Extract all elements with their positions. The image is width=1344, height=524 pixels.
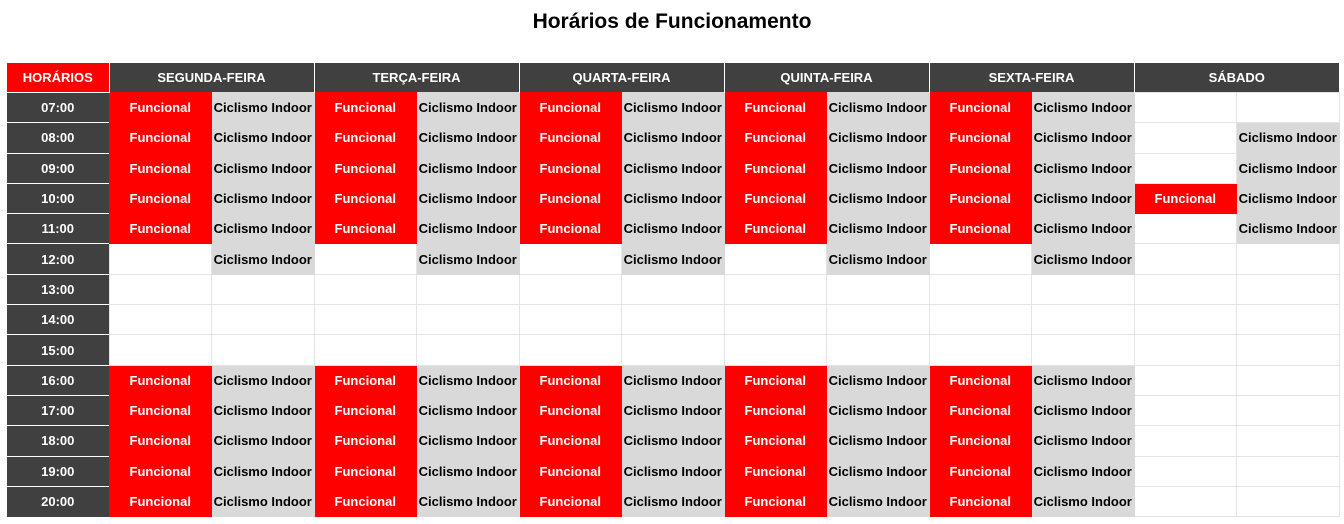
empty-cell [109,335,212,365]
class-cell-ciclismo: Ciclismo Indoor [1032,395,1135,425]
class-cell-funcional: Funcional [109,456,212,486]
class-cell-funcional: Funcional [109,486,212,516]
class-cell-funcional: Funcional [929,395,1032,425]
time-cell: 17:00 [7,395,109,425]
empty-cell [827,335,930,365]
table-row [7,274,1339,304]
class-cell-funcional: Funcional [519,456,622,486]
class-cell-ciclismo: Ciclismo Indoor [417,153,520,183]
header-day: TERÇA-FEIRA [314,63,519,93]
time-cell: 19:00 [7,456,109,486]
table-row [7,214,1339,244]
table-row [7,123,1339,153]
empty-cell [314,244,417,274]
class-cell-funcional: Funcional [314,214,417,244]
class-cell-ciclismo: Ciclismo Indoor [1032,93,1135,123]
empty-cell [417,305,520,335]
class-cell-funcional: Funcional [109,123,212,153]
empty-cell [1134,426,1237,456]
empty-cell [1134,214,1237,244]
class-cell-funcional: Funcional [519,123,622,153]
time-cell: 15:00 [7,335,109,365]
class-cell-ciclismo: Ciclismo Indoor [827,214,930,244]
class-cell-funcional: Funcional [724,395,827,425]
class-cell-funcional: Funcional [724,183,827,213]
class-cell-ciclismo: Ciclismo Indoor [212,123,315,153]
class-cell-funcional: Funcional [724,93,827,123]
class-cell-funcional: Funcional [519,486,622,516]
empty-cell [1237,244,1340,274]
empty-cell [1134,93,1237,123]
empty-cell [1237,426,1340,456]
class-cell-ciclismo: Ciclismo Indoor [417,426,520,456]
class-cell-ciclismo: Ciclismo Indoor [212,214,315,244]
class-cell-funcional: Funcional [724,214,827,244]
empty-cell [1134,456,1237,486]
empty-cell [1237,395,1340,425]
class-cell-funcional: Funcional [314,93,417,123]
class-cell-ciclismo: Ciclismo Indoor [622,426,725,456]
class-cell-funcional: Funcional [519,426,622,456]
empty-cell [519,244,622,274]
empty-cell [212,305,315,335]
time-cell: 18:00 [7,426,109,456]
empty-cell [314,335,417,365]
class-cell-ciclismo: Ciclismo Indoor [827,486,930,516]
class-cell-ciclismo: Ciclismo Indoor [212,244,315,274]
empty-cell [827,305,930,335]
class-cell-ciclismo: Ciclismo Indoor [417,456,520,486]
empty-cell [1134,244,1237,274]
table-row [7,93,1339,123]
class-cell-ciclismo: Ciclismo Indoor [212,93,315,123]
class-cell-funcional: Funcional [929,456,1032,486]
empty-cell [1134,274,1237,304]
class-cell-ciclismo: Ciclismo Indoor [212,426,315,456]
class-cell-ciclismo: Ciclismo Indoor [827,395,930,425]
class-cell-funcional: Funcional [724,456,827,486]
empty-cell [1237,274,1340,304]
class-cell-ciclismo: Ciclismo Indoor [417,183,520,213]
empty-cell [929,305,1032,335]
empty-cell [314,305,417,335]
table-row [7,244,1339,274]
empty-cell [109,305,212,335]
empty-cell [1134,335,1237,365]
class-cell-ciclismo: Ciclismo Indoor [827,244,930,274]
class-cell-ciclismo: Ciclismo Indoor [1237,183,1340,213]
class-cell-funcional: Funcional [109,365,212,395]
empty-cell [417,335,520,365]
class-cell-ciclismo: Ciclismo Indoor [212,183,315,213]
class-cell-ciclismo: Ciclismo Indoor [827,365,930,395]
table-row [7,365,1339,395]
class-cell-ciclismo: Ciclismo Indoor [1032,456,1135,486]
class-cell-funcional: Funcional [929,123,1032,153]
empty-cell [1134,365,1237,395]
class-cell-funcional: Funcional [314,183,417,213]
header-day: QUINTA-FEIRA [724,63,929,93]
class-cell-ciclismo: Ciclismo Indoor [417,93,520,123]
empty-cell [1032,335,1135,365]
time-cell: 08:00 [7,123,109,153]
empty-cell [1134,153,1237,183]
class-cell-funcional: Funcional [929,486,1032,516]
class-cell-ciclismo: Ciclismo Indoor [417,395,520,425]
class-cell-ciclismo: Ciclismo Indoor [622,214,725,244]
class-cell-ciclismo: Ciclismo Indoor [827,183,930,213]
empty-cell [1032,305,1135,335]
empty-cell [1134,395,1237,425]
empty-cell [1134,123,1237,153]
class-cell-funcional: Funcional [519,183,622,213]
class-cell-ciclismo: Ciclismo Indoor [417,365,520,395]
class-cell-ciclismo: Ciclismo Indoor [622,486,725,516]
empty-cell [519,274,622,304]
class-cell-funcional: Funcional [519,93,622,123]
empty-cell [724,305,827,335]
class-cell-ciclismo: Ciclismo Indoor [417,486,520,516]
class-cell-funcional: Funcional [519,214,622,244]
empty-cell [1134,305,1237,335]
class-cell-funcional: Funcional [724,426,827,456]
class-cell-ciclismo: Ciclismo Indoor [1032,183,1135,213]
class-cell-ciclismo: Ciclismo Indoor [1237,123,1340,153]
class-cell-funcional: Funcional [929,214,1032,244]
empty-cell [1032,274,1135,304]
class-cell-funcional: Funcional [519,153,622,183]
class-cell-funcional: Funcional [314,456,417,486]
class-cell-funcional: Funcional [109,93,212,123]
empty-cell [724,274,827,304]
class-cell-ciclismo: Ciclismo Indoor [622,395,725,425]
time-cell: 16:00 [7,365,109,395]
class-cell-funcional: Funcional [109,395,212,425]
class-cell-ciclismo: Ciclismo Indoor [827,426,930,456]
class-cell-ciclismo: Ciclismo Indoor [827,123,930,153]
class-cell-ciclismo: Ciclismo Indoor [1237,214,1340,244]
empty-cell [519,305,622,335]
schedule-table [7,63,1340,517]
class-cell-funcional: Funcional [314,123,417,153]
header-day: SEGUNDA-FEIRA [109,63,314,93]
empty-cell [724,335,827,365]
empty-cell [1237,305,1340,335]
empty-cell [622,305,725,335]
empty-cell [314,274,417,304]
class-cell-funcional: Funcional [314,395,417,425]
class-cell-ciclismo: Ciclismo Indoor [212,395,315,425]
class-cell-ciclismo: Ciclismo Indoor [622,456,725,486]
table-row [7,183,1339,213]
empty-cell [622,335,725,365]
class-cell-funcional: Funcional [929,426,1032,456]
table-row [7,153,1339,183]
class-cell-funcional: Funcional [314,153,417,183]
schedule-header [7,63,1339,93]
class-cell-ciclismo: Ciclismo Indoor [1032,426,1135,456]
class-cell-funcional: Funcional [314,426,417,456]
time-cell: 20:00 [7,486,109,516]
class-cell-funcional: Funcional [929,153,1032,183]
time-cell: 07:00 [7,93,109,123]
empty-cell [212,274,315,304]
class-cell-ciclismo: Ciclismo Indoor [1032,123,1135,153]
table-row [7,335,1339,365]
class-cell-funcional: Funcional [724,486,827,516]
class-cell-funcional: Funcional [724,153,827,183]
empty-cell [827,274,930,304]
class-cell-ciclismo: Ciclismo Indoor [827,153,930,183]
class-cell-ciclismo: Ciclismo Indoor [622,123,725,153]
empty-cell [417,274,520,304]
class-cell-ciclismo: Ciclismo Indoor [1237,153,1340,183]
class-cell-funcional: Funcional [929,365,1032,395]
class-cell-funcional: Funcional [314,486,417,516]
empty-cell [929,244,1032,274]
class-cell-funcional: Funcional [929,93,1032,123]
class-cell-ciclismo: Ciclismo Indoor [827,456,930,486]
class-cell-ciclismo: Ciclismo Indoor [212,365,315,395]
empty-cell [929,274,1032,304]
empty-cell [929,335,1032,365]
table-row [7,426,1339,456]
schedule-body [7,93,1339,517]
empty-cell [109,244,212,274]
header-day: SEXTA-FEIRA [929,63,1134,93]
empty-cell [1237,456,1340,486]
class-cell-ciclismo: Ciclismo Indoor [212,486,315,516]
time-cell: 11:00 [7,214,109,244]
class-cell-funcional: Funcional [109,183,212,213]
class-cell-ciclismo: Ciclismo Indoor [1032,214,1135,244]
class-cell-funcional: Funcional [314,365,417,395]
time-cell: 13:00 [7,274,109,304]
header-horarios: HORÁRIOS [7,63,109,93]
empty-cell [519,335,622,365]
class-cell-ciclismo: Ciclismo Indoor [417,214,520,244]
empty-cell [1237,93,1340,123]
class-cell-ciclismo: Ciclismo Indoor [622,244,725,274]
class-cell-ciclismo: Ciclismo Indoor [1032,153,1135,183]
class-cell-ciclismo: Ciclismo Indoor [1032,486,1135,516]
class-cell-ciclismo: Ciclismo Indoor [1032,244,1135,274]
class-cell-funcional: Funcional [724,365,827,395]
class-cell-ciclismo: Ciclismo Indoor [212,153,315,183]
class-cell-funcional: Funcional [109,214,212,244]
class-cell-funcional: Funcional [1134,183,1237,213]
class-cell-funcional: Funcional [929,183,1032,213]
empty-cell [1237,335,1340,365]
class-cell-ciclismo: Ciclismo Indoor [827,93,930,123]
class-cell-ciclismo: Ciclismo Indoor [622,365,725,395]
class-cell-funcional: Funcional [519,395,622,425]
empty-cell [622,274,725,304]
empty-cell [724,244,827,274]
table-row [7,305,1339,335]
class-cell-funcional: Funcional [519,365,622,395]
empty-cell [1237,365,1340,395]
header-day: SÁBADO [1134,63,1339,93]
table-row [7,486,1339,516]
class-cell-ciclismo: Ciclismo Indoor [212,456,315,486]
class-cell-ciclismo: Ciclismo Indoor [622,153,725,183]
class-cell-ciclismo: Ciclismo Indoor [622,183,725,213]
class-cell-ciclismo: Ciclismo Indoor [417,123,520,153]
table-row [7,456,1339,486]
class-cell-ciclismo: Ciclismo Indoor [622,93,725,123]
time-cell: 14:00 [7,305,109,335]
empty-cell [109,274,212,304]
time-cell: 12:00 [7,244,109,274]
class-cell-funcional: Funcional [109,426,212,456]
class-cell-ciclismo: Ciclismo Indoor [1032,365,1135,395]
empty-cell [212,335,315,365]
class-cell-funcional: Funcional [109,153,212,183]
empty-cell [1237,486,1340,516]
page-title: Horários de Funcionamento [532,10,812,33]
class-cell-ciclismo: Ciclismo Indoor [417,244,520,274]
time-cell: 09:00 [7,153,109,183]
time-cell: 10:00 [7,183,109,213]
class-cell-funcional: Funcional [724,123,827,153]
table-row [7,395,1339,425]
header-day: QUARTA-FEIRA [519,63,724,93]
empty-cell [1134,486,1237,516]
